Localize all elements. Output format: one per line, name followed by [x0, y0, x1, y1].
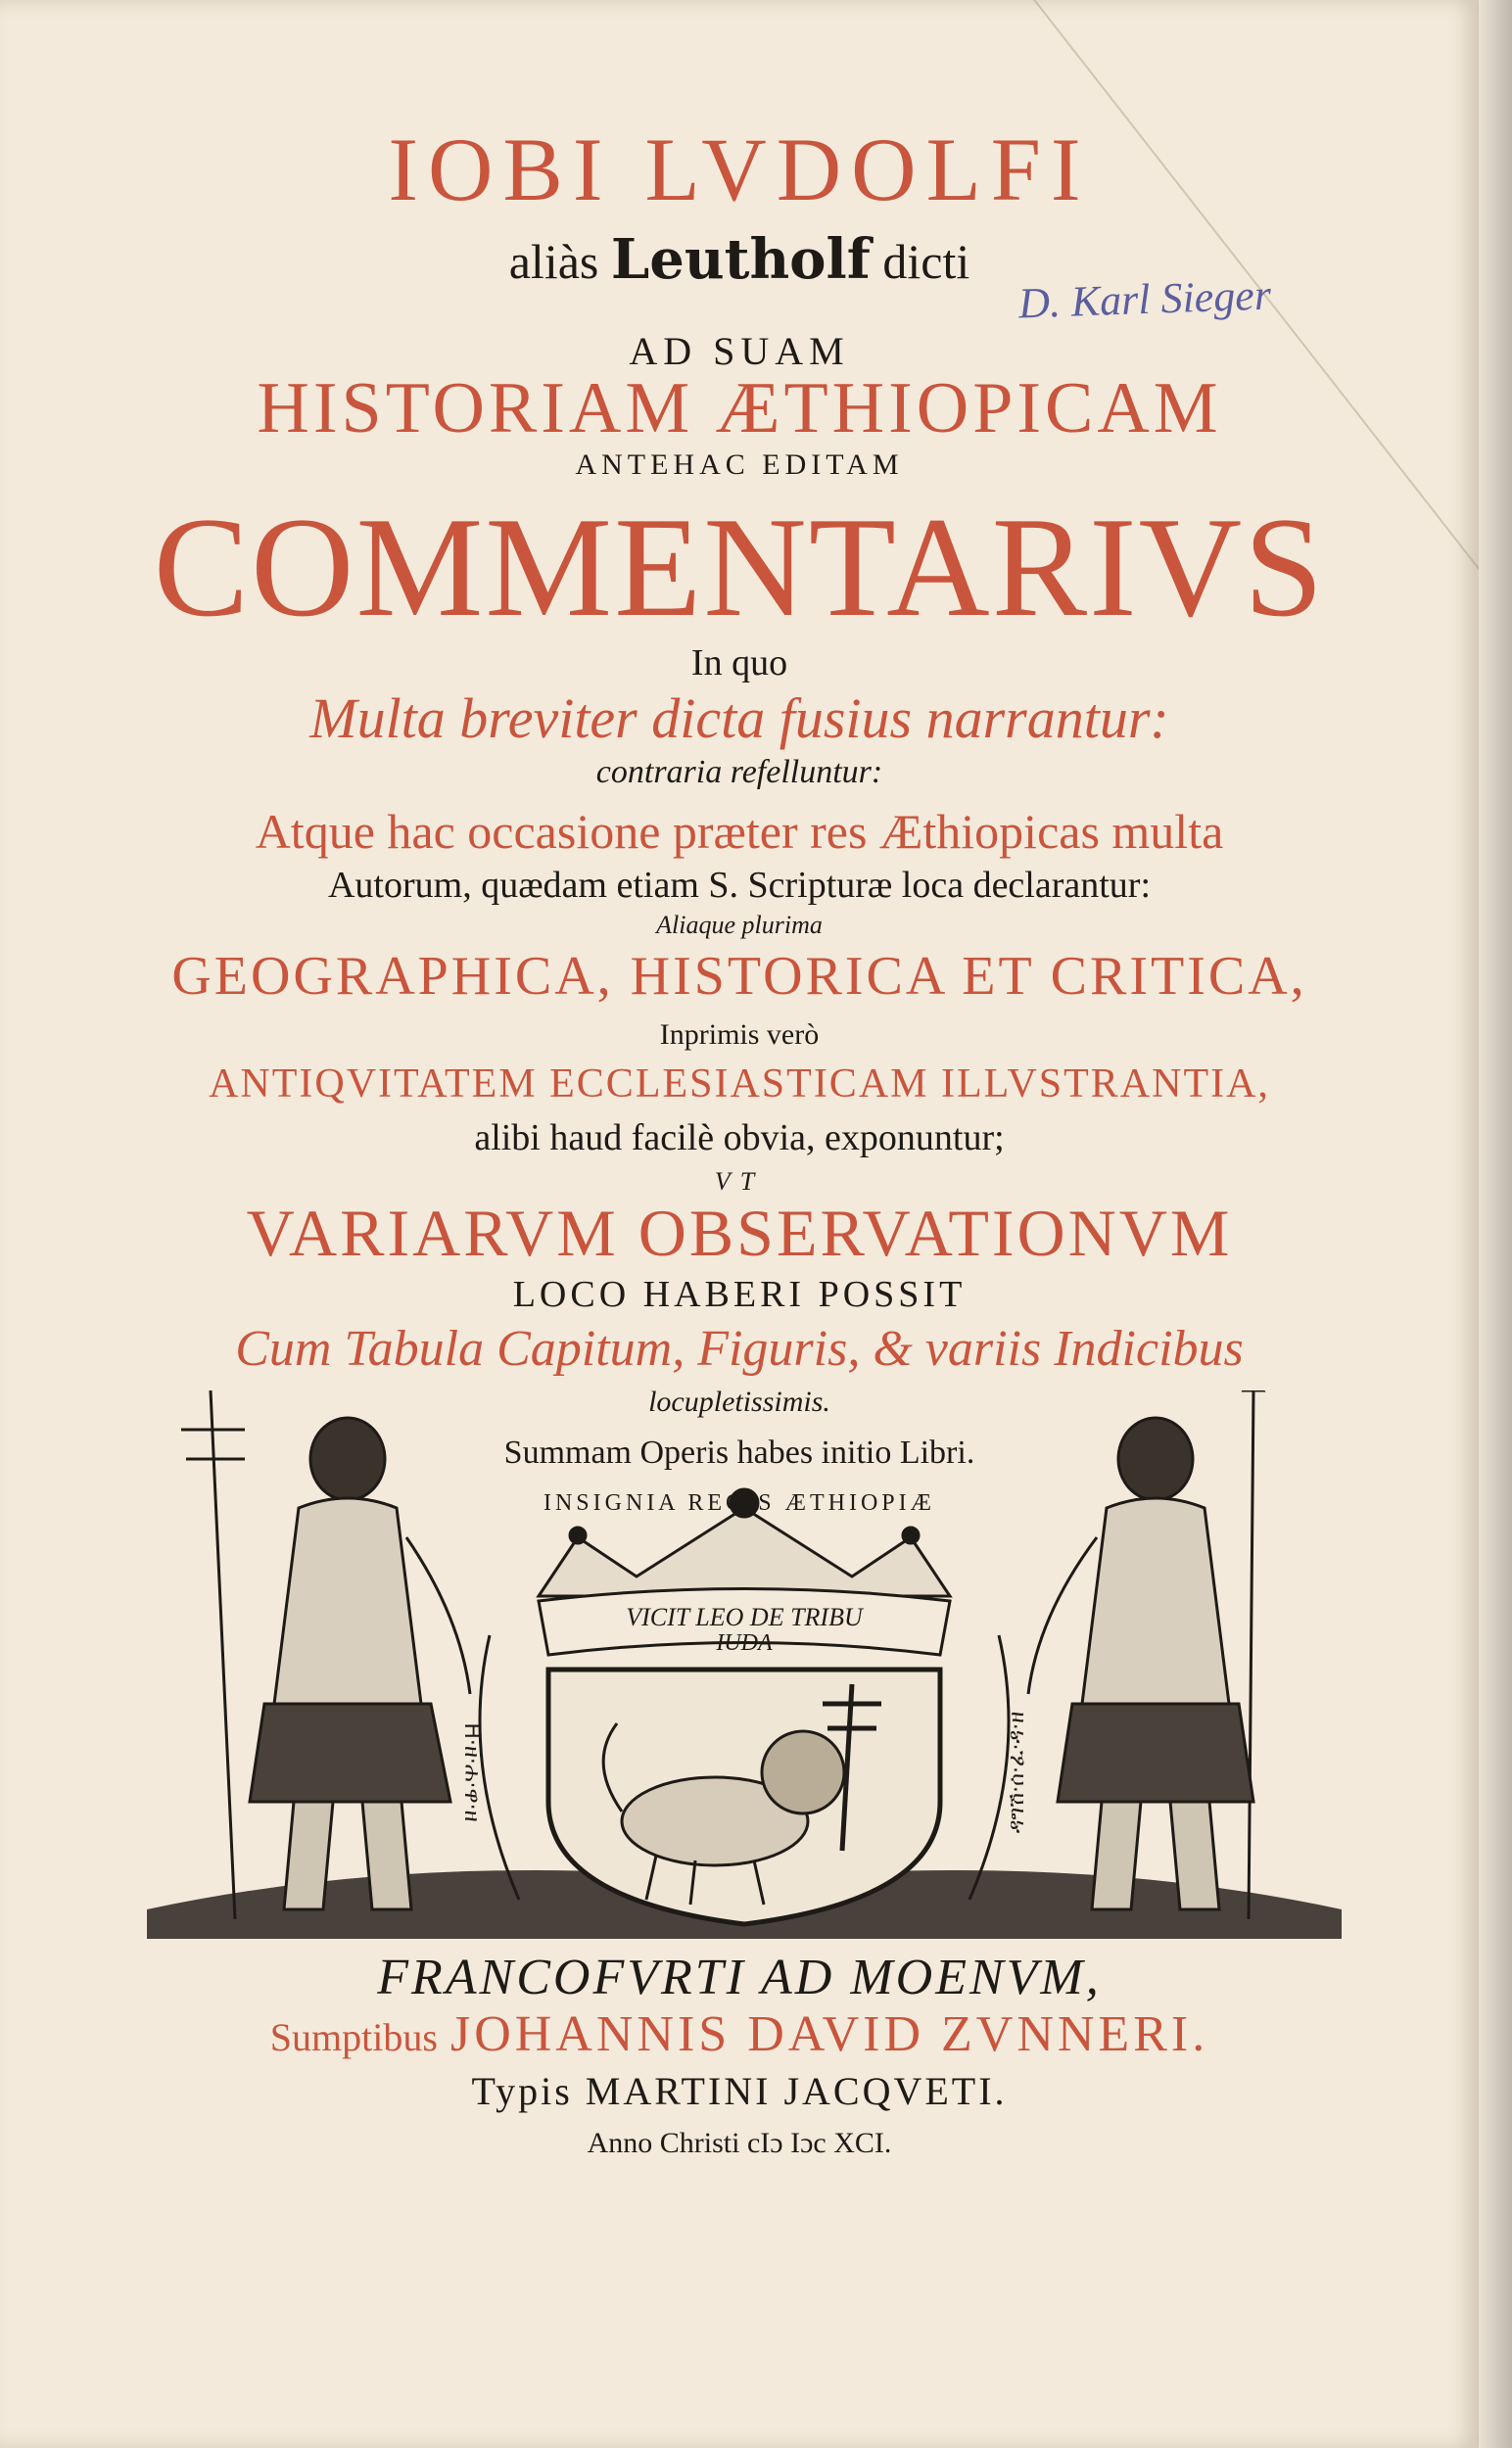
left-ribbon	[480, 1635, 519, 1900]
insignia-caption: INSIGNIA REGIS ÆTHIOPIÆ	[543, 1490, 935, 1516]
in-quo-line: In quo	[690, 642, 788, 683]
autorum-line: Autorum, quædam etiam S. Scripturæ loca declarantur:	[327, 865, 1152, 906]
right-ribbon	[969, 1635, 1009, 1900]
antehac-line: ANTEHAC EDITAM	[575, 448, 904, 481]
alias-suffix: dicti	[870, 234, 970, 289]
alibi-line: alibi haud facilè obvia, exponuntur;	[474, 1117, 1005, 1158]
ut-line: VT	[714, 1167, 765, 1196]
alias-prefix: aliàs	[508, 234, 611, 289]
banner-line-2: IUDA	[716, 1630, 773, 1656]
summam-line: Summam Operis habes initio Libri.	[503, 1435, 975, 1471]
locupletissimis-line: locupletissimis.	[648, 1386, 830, 1418]
historiam-line: HISTORIAM ÆTHIOPICAM	[257, 368, 1222, 448]
alias-name: Leutholf	[610, 227, 871, 292]
cum-tabula-line: Cum Tabula Capitum, Figuris, & variis Indicibus	[235, 1321, 1244, 1377]
variarum-line: VARIARVM OBSERVATIONVM	[246, 1196, 1233, 1270]
geographica-line: GEOGRAPHICA, HISTORICA ET CRITICA,	[171, 946, 1307, 1007]
author-name: IOBI LVDOLFI	[388, 119, 1091, 219]
owner-signature: D. Karl Sieger	[1017, 270, 1272, 328]
aliaque-line: Aliaque plurima	[656, 911, 823, 939]
loco-line: LOCO HABERI POSSIT	[512, 1274, 967, 1315]
inprimis-line: Inprimis verò	[659, 1018, 820, 1051]
page-edge	[1479, 0, 1512, 2448]
year-line: Anno Christi cIɔ Iɔc XCI.	[587, 2127, 892, 2159]
sumptibus-label: Sumptibus	[269, 2015, 438, 2059]
publisher-name: JOHANNIS DAVID ZVNNERI.	[449, 2006, 1209, 2062]
coat-of-arms-engraving	[127, 1390, 1361, 1939]
left-ribbon-text: H·ዘ·ሐ·ዋ·ዘ	[459, 1722, 484, 1822]
ad-suam-line: AD SUAM	[629, 329, 850, 373]
contraria-line: contraria refelluntur:	[595, 754, 883, 790]
main-title: COMMENTARIVS	[153, 488, 1326, 646]
right-ribbon-text: ዳግሽ·ሰ·ፈ·ዳ·ዘ	[1005, 1711, 1029, 1834]
place-of-publication: FRANCOFVRTI AD MOENVM,	[377, 1950, 1102, 2005]
atque-line: Atque hac occasione præter res Æthiopicas multa	[255, 804, 1224, 859]
printer-line: Typis MARTINI JACQVETI.	[471, 2069, 1008, 2113]
multa-line: Multa breviter dicta fusius narrantur:	[309, 686, 1169, 750]
banner-line-1: VICIT LEO DE TRIBU	[626, 1603, 863, 1631]
publisher-line	[0, 2005, 1479, 2063]
antiquitatem-line: ANTIQVITATEM ECCLESIASTICAM ILLVSTRANTIA,	[209, 1061, 1270, 1106]
